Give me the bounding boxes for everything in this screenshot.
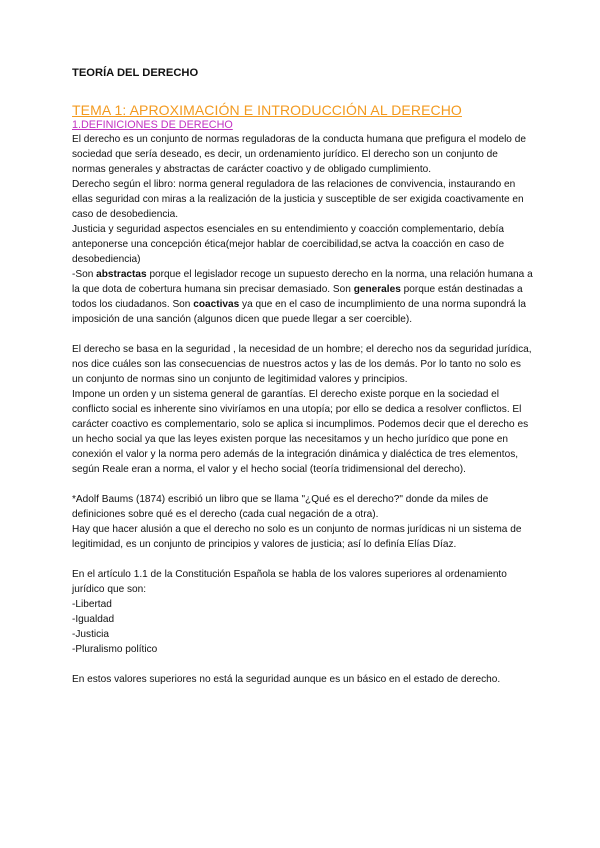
chapter-heading: TEMA 1: APROXIMACIÓN E INTRODUCCIÓN AL DERECHO: [72, 102, 462, 118]
list-item-justicia: -Justicia: [72, 629, 110, 640]
paragraph-book-definition: Derecho según el libro: norma general reguladora de las relaciones de convivencia, instaurando en ellas seguridad con miras a la realización de la justicia y susceptible de ser exigida coactivamente en caso de desobediencia.: [72, 179, 524, 220]
paragraph-characteristics: -Son abstractas porque el legislador recoge un supuesto derecho en la norma, una relación humana a la que dota de cobertura humana sin precisar demasiado. Son generales porque están destinadas a todos los ciudadanos. Son coactivas ya que en el caso de incumplimiento de una norma supondrá la imposición de una sanción (algunos dicen que puede llegar a ser coercible).: [72, 269, 533, 325]
list-item-libertad: -Libertad: [72, 599, 112, 610]
paragraph-baums: *Adolf Baums (1874) escribió un libro que se llama "¿Qué es el derecho?" donde da miles de definiciones sobre qué es el derecho (cada cual negación de a otra).: [72, 494, 489, 520]
term-abstractas: abstractas: [96, 269, 147, 280]
paragraph-justice-security: Justicia y seguridad aspectos esenciales en su entendimiento y coacción complementario, debía anteponerse una concepción ética(mejor hablar de coercibilidad,se actva la coacción en caso de desobediencia): [72, 224, 505, 265]
list-item-igualdad: -Igualdad: [72, 614, 115, 625]
paragraph-elias-diaz: Hay que hacer alusión a que el derecho no solo es un conjunto de normas jurídicas ni un sistema de legitimidad, es un conjunto de principios y valores de justicia; así lo definía Elías Díaz.: [72, 524, 522, 550]
term-generales: generales: [353, 284, 401, 295]
paragraph-order: Impone un orden y un sistema general de garantías. El derecho existe porque en la sociedad el conflicto social es inherente sino viviríamos en una utopía; por ello se dedica a resolver conflictos. El carácter coactivo es complementario, solo se aplica si incumplimos. Podemos decir que el derecho es un hecho social ya que las leyes existen porque las necesitamos y un hecho jurídico que pone en conexión el valor y la norma pero además de la integración dinámica y dialéctica de tres elementos, según Reale eran a norma, el valor y el hecho social (teoría tridimensional del derecho).: [72, 389, 529, 475]
paragraph-constitution: En el artículo 1.1 de la Constitución Española se habla de los valores superiores al ordenamiento jurídico que son:: [72, 569, 507, 595]
document-page: [72, 66, 534, 687]
term-coactivas: coactivas: [193, 299, 240, 310]
section-heading: 1.DEFINICIONES DE DERECHO: [72, 119, 233, 131]
paragraph-security: El derecho se basa en la seguridad , la necesidad de un hombre; el derecho nos da seguridad jurídica, nos dice cuáles son las consecuencias de nuestros actos y las de los demás. Por lo tanto no solo es un conjunto de normas sino un conjunto de legitimidad valores y principios.: [72, 344, 532, 385]
list-item-pluralismo: -Pluralismo político: [72, 644, 158, 655]
paragraph-definition: El derecho es un conjunto de normas reguladoras de la conducta humana que prefigura el modelo de sociedad que sería deseado, es decir, un ordenamiento jurídico. El derecho son un conjunto de normas generales y abstractas de carácter coactivo y de obligado cumplimiento.: [72, 134, 526, 175]
document-title: TEORÍA DEL DERECHO: [72, 67, 199, 79]
paragraph-closing: En estos valores superiores no está la seguridad aunque es un básico en el estado de derecho.: [72, 674, 501, 685]
